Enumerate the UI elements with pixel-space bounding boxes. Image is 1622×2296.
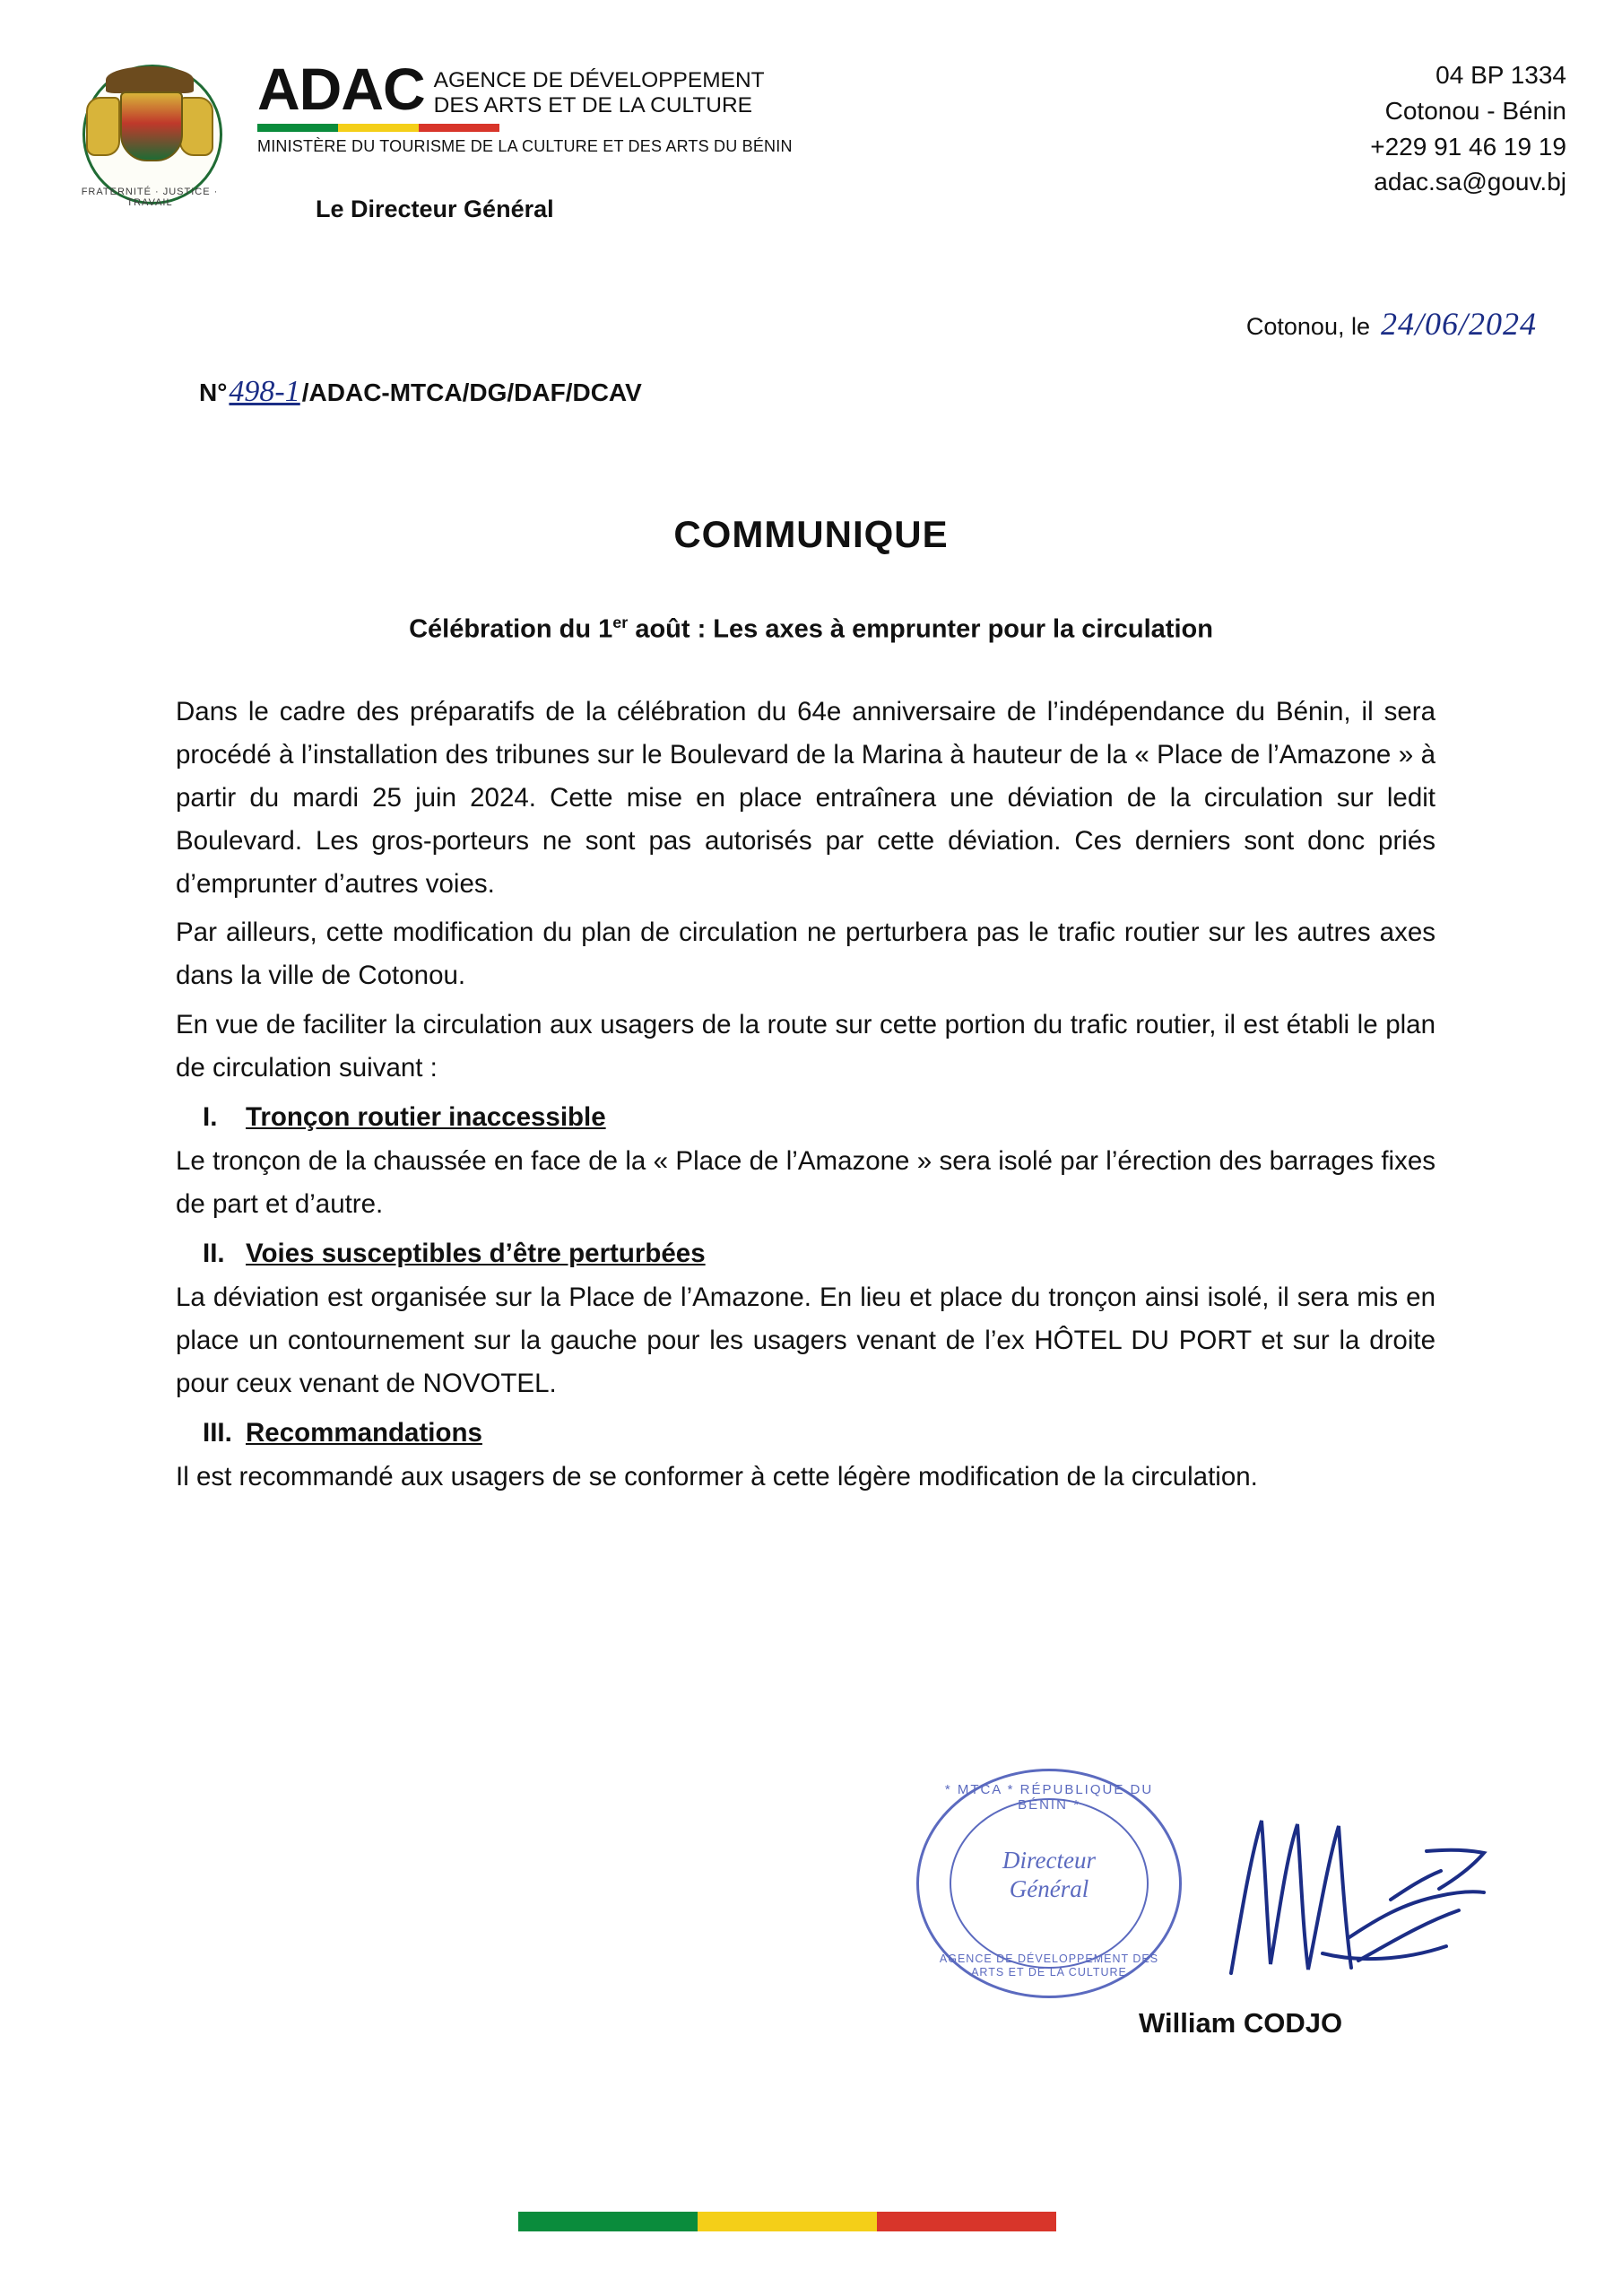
tricolor-bar-footer — [518, 2212, 1056, 2231]
date-line — [1246, 305, 1537, 343]
paragraph-3: En vue de faciliter la circulation aux usagers de la route sur cette portion du trafic routier, il est établi le plan de circulation suivant : — [176, 1009, 1436, 1083]
page-title: COMMUNIQUE — [673, 513, 949, 555]
section-number-2: II. — [203, 1238, 225, 1268]
paragraph-1: Dans le cadre des préparatifs de la célébration du 64e anniversaire de l’indépendance du Bénin, il sera procédé à l’installation des tribunes sur le Boulevard de la Marina à hauteur de la « Place de l’Amazone » à partir du mardi 25 juin 2024. Cette mise en place entraînera une déviation de la circulation sur ledit Boulevard. Les gros-porteurs ne sont pas autorisés par cette déviation. Ces derniers sont donc priés d’emprunter d’autres voies. — [176, 697, 1436, 900]
date-value: 24/06/2024 — [1380, 306, 1537, 342]
handwritten-signature — [1215, 1803, 1502, 1991]
section-label-3: Recommandations — [246, 1418, 482, 1448]
contact-phone: +229 91 46 19 19 — [1370, 132, 1566, 161]
contact-block — [1370, 57, 1566, 200]
reference-number: 498-1 — [229, 375, 300, 408]
section-number-3: III. — [203, 1418, 232, 1448]
reference-suffix: /ADAC-MTCA/DG/DAF/DCAV — [301, 378, 642, 406]
adac-wordmark: ADAC — [257, 56, 425, 122]
section-heading-3 — [176, 1418, 1436, 1448]
document-subtitle — [0, 613, 1622, 645]
section-label-1: Tronçon routier inaccessible — [246, 1101, 606, 1132]
ministry-line: MINISTÈRE DU TOURISME DE LA CULTURE ET DES ARTS DU BÉNIN — [257, 137, 793, 156]
subtitle-part-2: août : Les axes à emprunter pour la circulation — [628, 614, 1213, 644]
contact-city: Cotonou - Bénin — [1384, 96, 1566, 125]
stamp-center-line2: Général — [1009, 1874, 1089, 1902]
stamp-bottom-text: AGENCE DE DÉVELOPPEMENT DES ARTS ET DE LA CULTURE — [939, 1952, 1159, 1979]
paragraph-2: Par ailleurs, cette modification du plan de circulation ne perturbera pas le trafic routier sur les autres axes dans la ville de Cotonou. — [176, 918, 1436, 991]
stamp-center-text — [919, 1847, 1179, 1904]
adac-subtitle-line2: DES ARTS ET DE LA CULTURE — [433, 93, 753, 118]
subtitle-part-1: Célébration du 1 — [409, 614, 613, 644]
section-body-2: La déviation est organisée sur la Place de l’Amazone. En lieu et place du tronçon ainsi isolé, il sera mis en place un contournement sur la gauche pour les usagers venant de l’ex HÔTEL DU PORT et sur la droite pour ceux venant de NOVOTEL. — [176, 1282, 1436, 1399]
benin-coat-of-arms-icon — [65, 59, 235, 212]
section-label-2: Voies susceptibles d’être perturbées — [246, 1238, 706, 1268]
subtitle-ordinal: er — [612, 613, 629, 631]
section-number-1: I. — [203, 1101, 218, 1132]
reference-prefix: N° — [199, 378, 228, 406]
adac-logo — [257, 56, 939, 156]
letterhead — [56, 52, 1566, 258]
section-heading-2 — [176, 1239, 1436, 1269]
date-label: Cotonou, le — [1245, 313, 1370, 340]
contact-po-box: 04 BP 1334 — [1436, 61, 1566, 89]
crest-motto: FRATERNITÉ · JUSTICE · TRAVAIL — [81, 187, 219, 208]
director-general-title: Le Directeur Général — [316, 196, 554, 222]
section-body-3: Il est recommandé aux usagers de se conformer à cette légère modification de la circulation. — [176, 1462, 1258, 1492]
signer-name: William CODJO — [1139, 2007, 1343, 2039]
section-heading-1 — [176, 1102, 1436, 1133]
contact-email: adac.sa@gouv.bj — [1374, 168, 1566, 196]
section-body-1: Le tronçon de la chaussée en face de la « Place de l’Amazone » sera isolé par l’érection des barrages fixes de part et d’autre. — [176, 1145, 1436, 1219]
adac-subtitle-line1: AGENCE DE DÉVELOPPEMENT — [433, 68, 765, 92]
stamp-top-text: * MTCA * RÉPUBLIQUE DU BÉNIN * — [944, 1782, 1154, 1813]
stamp-center-line1: Directeur — [1002, 1847, 1096, 1874]
document-body — [176, 691, 1436, 1504]
official-stamp — [916, 1769, 1182, 1998]
reference-line — [199, 375, 642, 409]
tricolor-bar-top — [257, 124, 499, 132]
